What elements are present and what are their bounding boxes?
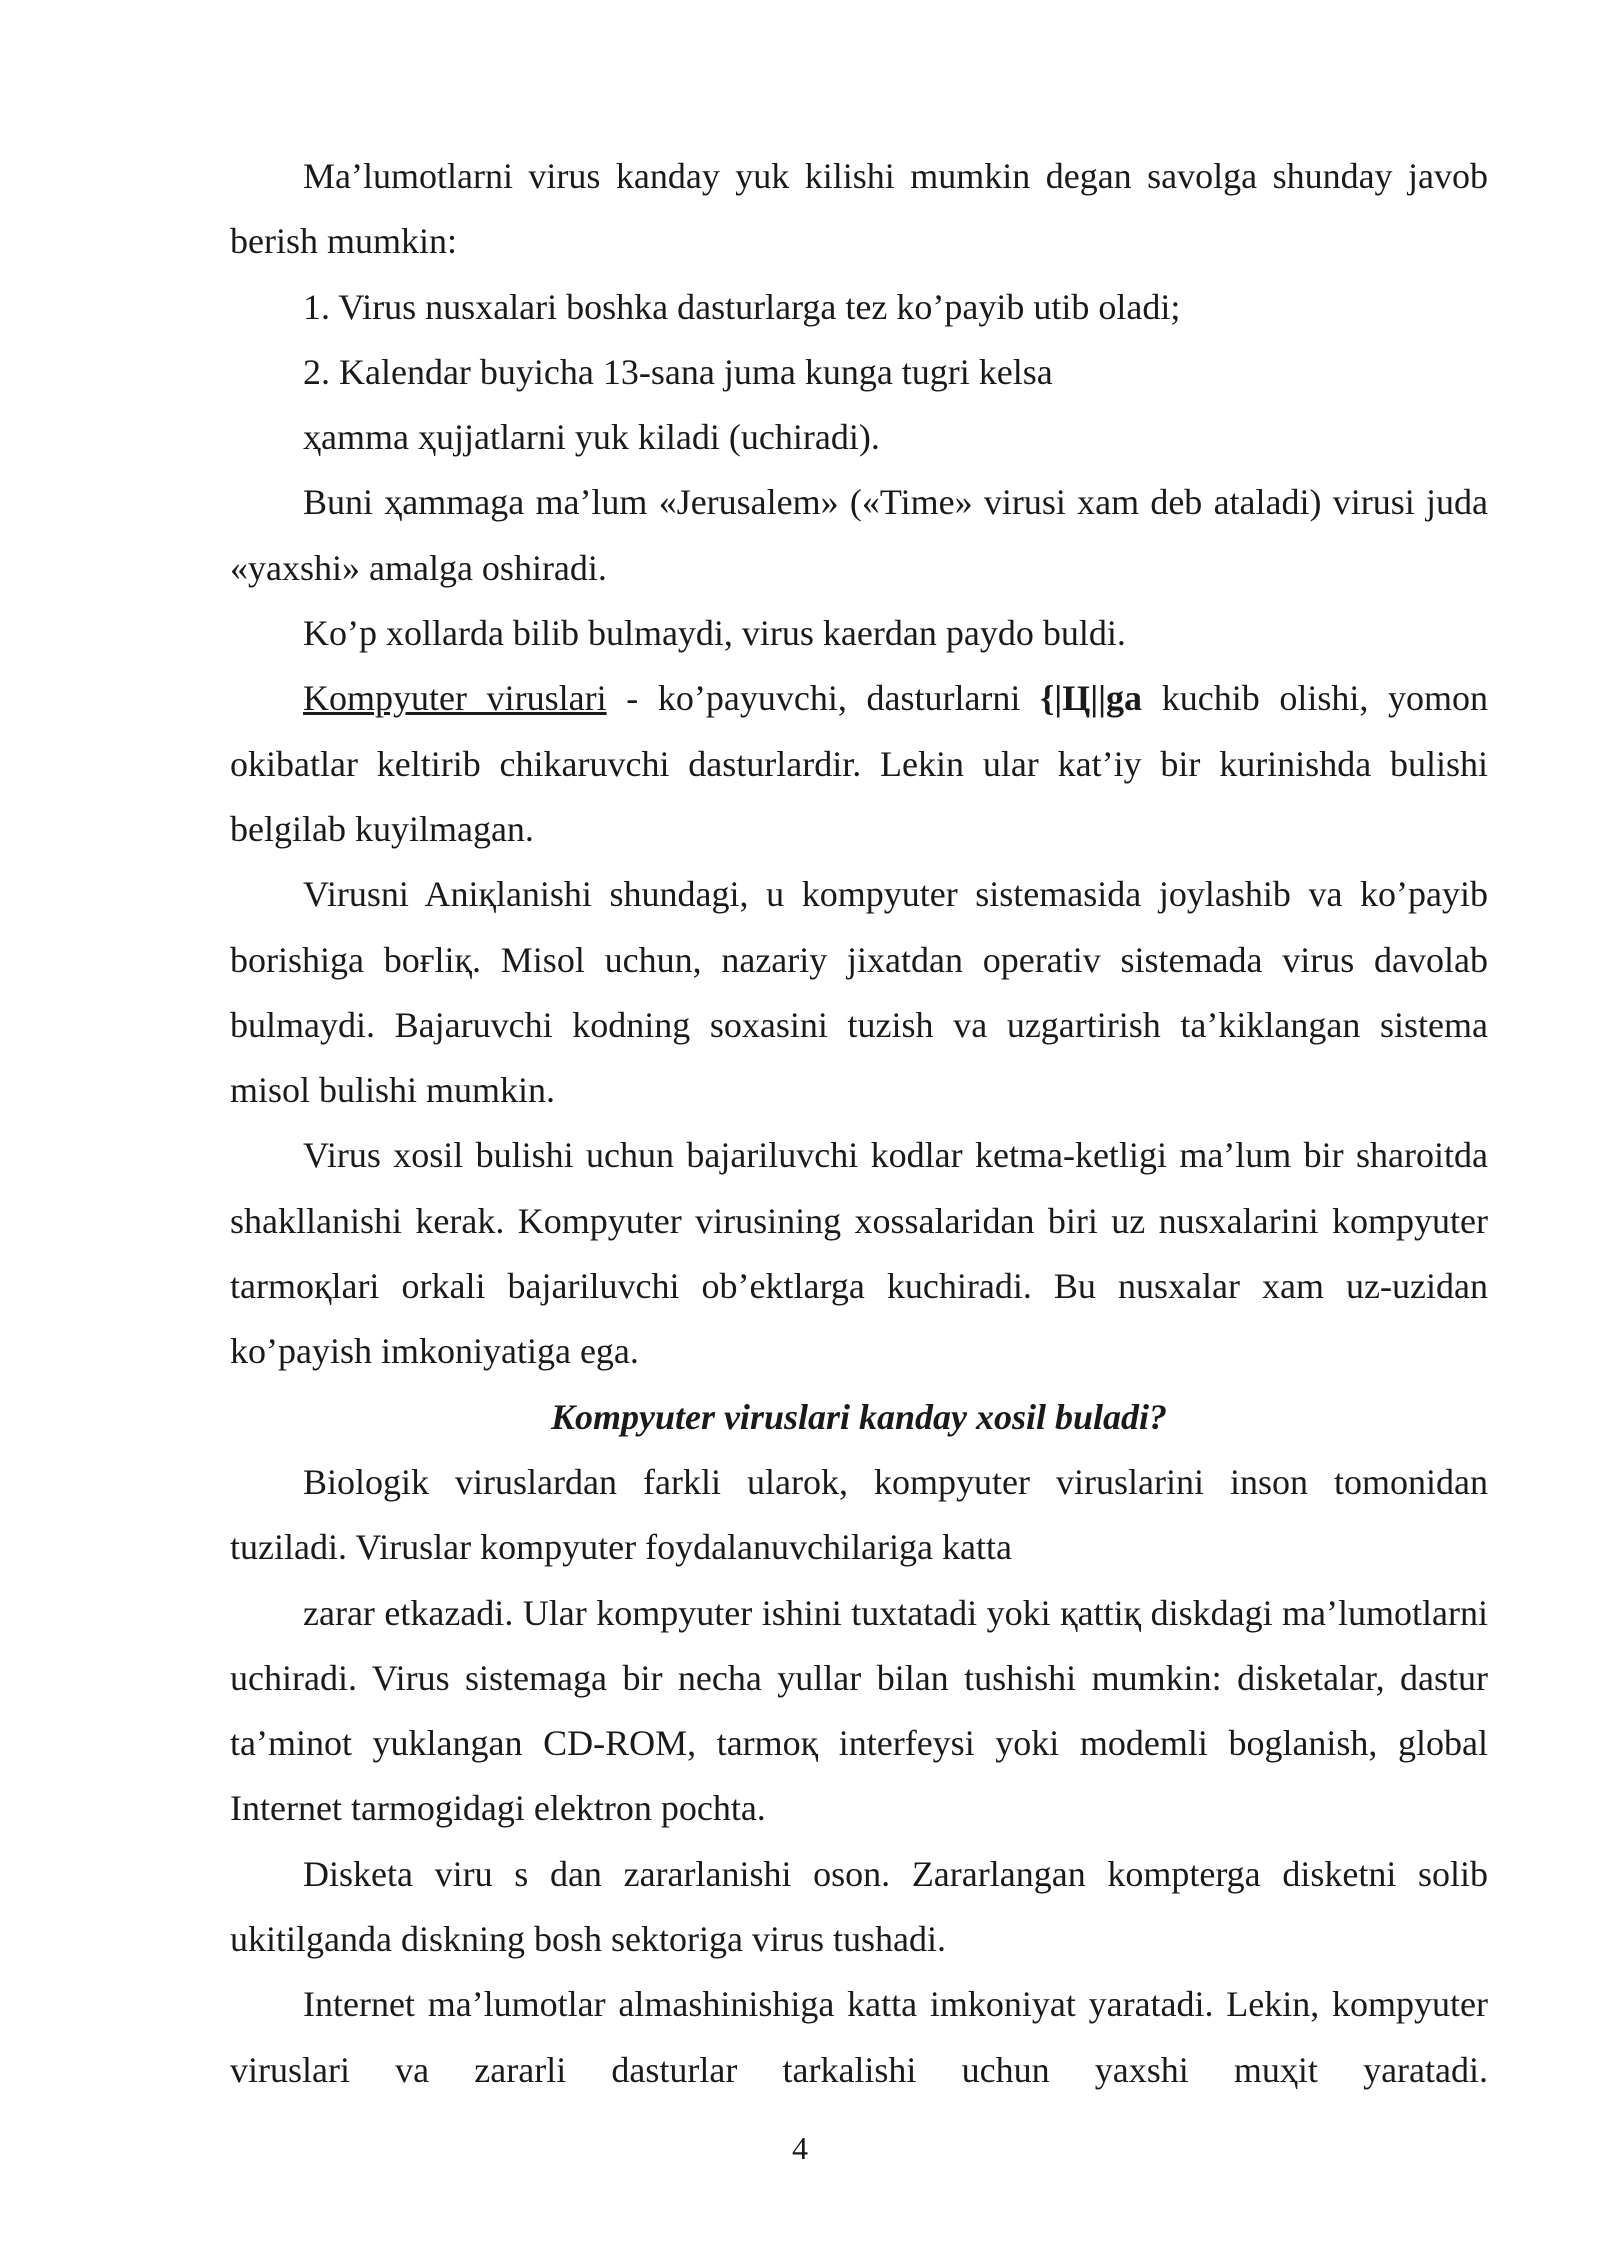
paragraph-formation: Virus xosil bulishi uchun bajariluvchi kodlar ketma-ketligi ma’lum bir sharoitda shakllanishi kerak. Kompyuter virusining xossalaridan biri uz nusxalarini kompyuter tarmoқlari orkali bajariluvchi ob’ektlarga kuchiradi. Bu nusxalar xam uz-uzidan ko’payish imkoniyatiga ega. (230, 1135, 1488, 1372)
document-body (230, 144, 1488, 2103)
paragraph-detection: Virusni Aniқlanishi shundagi, u kompyuter sistemasida joylashib va ko’payib borishiga boғliқ. Misol uchun, nazariy jixatdan operativ sistemada virus davolab bulmaydi. Bajaruvchi kodning soxasini tuzish va uzgartirish ta’kiklangan sistema misol bulishi mumkin. (230, 874, 1488, 1111)
paragraph-damage: zarar etkazadi. Ular kompyuter ishini tuxtatadi yoki қattiқ diskdagi ma’lumotlarni uchiradi. Virus sistemaga bir necha yullar bilan tushishi mumkin: disketalar, dastur ta’minot yuklangan CD-ROM, tarmoқ interfeysi yoki modemli boglanish, global Internet tarmogidagi elektron pochta. (230, 1592, 1488, 1829)
paragraph-definition (230, 666, 1488, 862)
paragraph-biological: Biologik viruslardan farkli ularok, kompyuter viruslarini inson tomonidan tuziladi. Viruslar kompyuter foydalanuvchilariga katta (230, 1461, 1488, 1568)
list-item-2-continuation: ҳamma ҳujjatlarni yuk kiladi (uchiradi). (303, 417, 880, 458)
paragraph-internet: Internet ma’lumotlar almashinishiga katta imkoniyat yaratadi. Lekin, kompyuter viruslari va zararli dasturlar tarkalishi uchun yaxshi muҳit yaratadi. (230, 1984, 1488, 2090)
definition-text-before: - ko’payuvchi, dasturlarni (606, 678, 1041, 719)
page-number: 4 (792, 2130, 808, 2166)
definition-bold: {|Ц||ga (1040, 678, 1143, 719)
list-item-2: 2. Kalendar buyicha 13-sana juma kunga tugri kelsa (303, 351, 1053, 392)
section-heading: Kompyuter viruslari kanday xosil buladi? (550, 1396, 1168, 1437)
list-item-1: 1. Virus nusxalari boshka dasturlarga tez ko’payib utib oladi; (303, 286, 1181, 327)
paragraph-intro: Ma’lumotlarni virus kanday yuk kilishi mumkin degan savolga shunday javob berish mumkin: (230, 156, 1488, 262)
paragraph-origin: Ko’p xollarda bilib bulmaydi, virus kaerdan paydo buldi. (303, 613, 1126, 654)
paragraph-diskette: Disketa viru s dan zararlanishi oson. Zararlangan kompterga disketni solib ukitilganda diskning bosh sektoriga virus tushadi. (230, 1853, 1488, 1960)
paragraph-jerusalem: Buni ҳammaga ma’lum «Jerusalem» («Time» virusi xam deb ataladi) virusi juda «yaxshi» amalga oshiradi. (230, 482, 1488, 588)
definition-text-after: kuchib olishi, yomon okibatlar keltirib chikaruvchi dasturlardir. Lekin ular kat’iy bir kurinishda bulishi belgilab kuyilmagan. (230, 678, 1488, 849)
definition-term: Kompyuter viruslari (303, 678, 607, 719)
